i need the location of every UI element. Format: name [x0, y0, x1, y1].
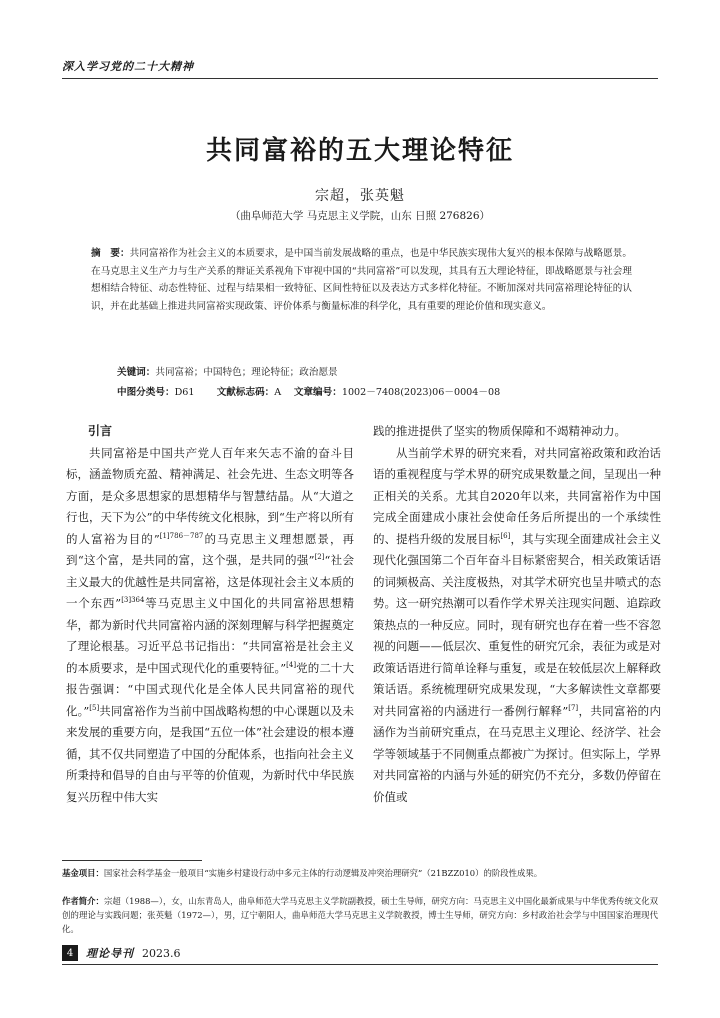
keywords-text: 共同富裕；中国特色；理论特征；政治愿景 [155, 367, 338, 378]
abstract-label: 摘 要： [91, 248, 130, 259]
body-column-left [66, 421, 354, 808]
text-run: 党的二十大报告强调：“中国式现代化是全体人民共同富裕的现代化。” [66, 660, 354, 718]
footnote-author [62, 894, 658, 936]
citation: [3]364 [121, 596, 145, 605]
keywords-label: 关键词： [117, 367, 156, 378]
article-title: 共同富裕的五大理论特征 [205, 136, 514, 166]
classification-line [117, 384, 500, 398]
abstract [91, 245, 632, 315]
cls-label: 中图分类号： [117, 387, 175, 398]
citation: [4] [286, 660, 297, 669]
citation: [6] [500, 531, 511, 540]
fund-text: 国家社会科学基金一般项目“实施乡村建设行动中多元主体的行动逻辑及冲突治理研究”（21BZZ010）的阶段性成果。 [103, 868, 543, 878]
text-run: 共同富裕是中国共产党人百年来矢志不渝的奋斗目标，涵盖物质充盈、精神满足、社会先进、生态文明等各方面，是众多思想家的思想精华与智慧结晶。从“大道之行也，天下为公”的中华传统文化根脉，到“生产将以所有的人富裕为目的” [66, 445, 354, 546]
citation: [5] [89, 703, 100, 712]
journal-name: 理论导刊 [86, 947, 134, 960]
text-run: 等马克思主义中国化的共同富裕思想精华，都为新时代共同富裕内涵的深刻理解与科学把握奠定了理论根基。习近平总书记指出：“共同富裕是社会主义的本质要求，是中国式现代化的重要特征。” [66, 596, 354, 675]
header-rule [62, 78, 658, 79]
text-run: “社会主义最大的优越性是共同富裕，这是体现社会主义本质的一个东西” [66, 553, 354, 610]
footer-rule [62, 964, 658, 965]
paragraph [373, 443, 661, 809]
doc-code-value: A [274, 387, 282, 398]
paragraph [66, 443, 354, 809]
author-line: 宗超，张英魁 [315, 188, 405, 204]
text-run: 从当前学术界的研究来看，对共同富裕政策和政治话语的重视程度与学术界的研究成果数量之间，呈现出一种正相关的关系。尤其自2020年以来，共同富裕作为中国完成全面建成小康社会使命任务后所提出的一个承续性的、提档升级的发展目标 [373, 445, 661, 546]
text-run: ，共同富裕的内涵作为当前研究重点，在马克思主义理论、经济学、社会学等领域基于不同侧重点都被广为探讨。但实际上，学界对共同富裕的内涵与外延的研究仍不充分，多数仍停留在价值或 [373, 703, 661, 804]
keywords [117, 364, 338, 378]
paragraph-continued: 践的推进提供了坚实的物质保障和不竭精神动力。 [373, 424, 626, 438]
issue-label: 2023.6 [142, 946, 181, 960]
article-no-label: 文章编号： [293, 387, 342, 398]
author-bio-text: 宗超（1988—），女，山东青岛人，曲阜师范大学马克思主义学院副教授，硕士生导师，研究方向：马克思主义中国化最新成果与中华优秀传统文化双创的理论与实践问题；张英魁（1972—），男，辽宁朝阳人，曲阜师范大学马克思主义学院教授，博士生导师，研究方向：乡村政治社会学与中国国家治理现代化。 [62, 896, 658, 934]
fund-label: 基金项目： [62, 868, 104, 878]
citation: [7] [568, 703, 579, 712]
footnote-funding [62, 866, 658, 880]
running-head: 深入学习党的二十大精神 [62, 60, 194, 73]
text-run: 的马克思主义理想愿景，再到“这个富，是共同的富，这个强，是共同的强” [66, 531, 355, 567]
citation: [2] [314, 553, 325, 562]
page-footer [62, 945, 181, 961]
text-run: 共同富裕作为当前中国战略构想的中心课题以及未来发展的重要方向，是我国“五位一体”社会建设的根本遵循，其不仅共同塑造了中国的分配体系，也指向社会主义所秉持和倡导的自由与平等的价值观，为新时代中华民族复兴历程中伟大实 [66, 703, 354, 804]
text-run: ，其与实现全面建成社会主义现代化强国第二个百年奋斗目标紧密契合，相关政策话语的词频极高、关注度极热，对其学术研究也呈井喷式的态势。这一研究热潮可以看作学术界关注现实问题、追踪政策热点的一种反应。同时，现有研究也存在着一些不容忽视的问题——低层次、重复性的研究冗余，表征为或是对政策话语进行简单诠释与重复，或是在较低层次上解释政策话语。系统梳理研究成果发现，“大多解读性文章都要对共同富裕的内涵进行一番例行解释” [373, 531, 661, 718]
article-no-value: 1002－7408(2023)06－0004－08 [341, 387, 501, 398]
author-bio-label: 作者简介： [62, 896, 104, 906]
page-number: 4 [62, 945, 78, 961]
doc-code-label: 文献标志码： [216, 387, 275, 398]
citation: [1]786－787 [159, 531, 204, 540]
cls-value: D61 [174, 387, 195, 398]
footnote-rule [62, 860, 202, 861]
section-heading: 引言 [88, 424, 113, 438]
body-column-right [373, 421, 661, 808]
abstract-text: 共同富裕作为社会主义的本质要求，是中国当前发展战略的重点，也是中华民族实现伟大复兴的根本保障与战略愿景。在马克思主义生产力与生产关系的辩证关系视角下审视中国的“共同富裕”可以发现，其具有五大理论特征，即战略愿景与社会理想相结合特征、动态性特征、过程与结果相一致特征、区间性特征以及表达方式多样化特征。不断加深对共同富裕理论特征的认识，并在此基础上推进共同富裕实现政策、评价体系与衡量标准的科学化，具有重要的理论价值和现实意义。 [91, 248, 633, 312]
affiliation: （曲阜师范大学 马克思主义学院，山东 日照 276826） [229, 210, 491, 222]
